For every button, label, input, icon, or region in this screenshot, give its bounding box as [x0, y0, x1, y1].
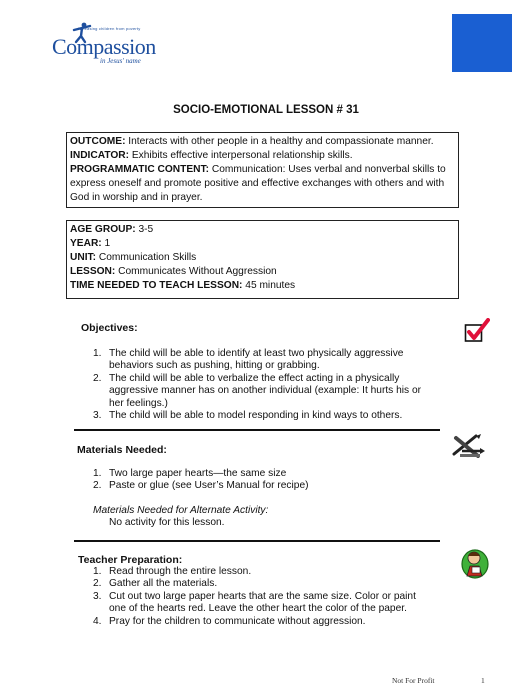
list-item: 1. The child will be able to identify at least two physically aggressive behaviors such as pushing, hitting or grabbing. — [93, 348, 404, 372]
logo-tagline: Releasing children from poverty — [78, 26, 141, 31]
list-item: 2. Gather all the materials. — [93, 578, 218, 590]
outcome-text: Interacts with other people in a healthy and compassionate manner. — [125, 136, 434, 147]
section-divider — [74, 429, 440, 431]
age-value: 3-5 — [135, 224, 154, 235]
lesson-value: Communicates Without Aggression — [115, 266, 277, 277]
objectives-heading: Objectives: — [81, 322, 138, 334]
list-item: 4. Pray for the children to communicate without aggression. — [93, 615, 366, 627]
list-item: 1. Two large paper hearts—the same size — [93, 468, 287, 479]
pencil-crayon-icon — [450, 432, 486, 458]
footer-note: Not For Profit — [392, 676, 435, 685]
materials-list — [93, 468, 413, 493]
objectives-list — [93, 348, 423, 422]
preparation-heading: Teacher Preparation: — [78, 554, 183, 566]
year-line — [70, 237, 454, 251]
lesson-line — [70, 265, 454, 279]
blue-square-graphic — [452, 14, 512, 72]
checkbox-check-icon — [464, 318, 490, 344]
list-item: 1. Read through the entire lesson. — [93, 566, 252, 577]
outcome-line — [70, 135, 454, 149]
time-value: 45 minutes — [242, 280, 296, 291]
indicator-label: INDICATOR: — [70, 150, 130, 161]
lesson-label: LESSON: — [70, 266, 116, 277]
content-text: Communication: Uses verbal and nonverbal skills to express oneself and promote positive and effective exchanges with others and with God in worship and in prayer. — [70, 164, 446, 203]
time-label: TIME NEEDED TO TEACH LESSON: — [70, 280, 243, 291]
time-line — [70, 279, 454, 293]
compassion-logo — [52, 22, 164, 66]
year-value: 1 — [101, 238, 111, 249]
unit-line — [70, 251, 454, 265]
list-item: 2. The child will be able to verbalize the effect acting in a physically aggressive manner has on another individual (example: It hurts his or her feelings.) — [93, 372, 422, 409]
preparation-list — [93, 566, 425, 628]
content-line — [70, 163, 454, 205]
list-item: 3. Cut out two large paper hearts that are the same size. Color or paint one of the hearts red. Leave the other heart the color of the paper. — [93, 590, 416, 615]
list-item: 3. The child will be able to model responding in kind ways to others. — [93, 410, 403, 422]
section-divider — [74, 540, 440, 542]
indicator-text: Exhibits effective interpersonal relationship skills. — [129, 150, 353, 161]
content-label: PROGRAMMATIC CONTENT: — [70, 164, 210, 175]
list-item: 2. Paste or glue (see User’s Manual for recipe) — [93, 480, 309, 492]
materials-heading: Materials Needed: — [77, 444, 167, 456]
page-number: 1 — [481, 676, 485, 685]
logo-wordmark: Compassion — [52, 34, 156, 59]
logo-subtitle: in Jesus' name — [100, 57, 141, 65]
outcome-box — [66, 132, 459, 208]
lesson-info-box — [66, 220, 459, 299]
outcome-label: OUTCOME: — [70, 136, 126, 147]
alternate-materials-label: Materials Needed for Alternate Activity: — [93, 505, 269, 516]
indicator-line — [70, 149, 454, 163]
page-title: SOCIO-EMOTIONAL LESSON # 31 — [173, 104, 359, 116]
age-label: AGE GROUP: — [70, 224, 136, 235]
unit-label: UNIT: — [70, 252, 97, 263]
teacher-icon — [460, 546, 490, 580]
alternate-materials-text: No activity for this lesson. — [109, 517, 225, 528]
year-label: YEAR: — [70, 238, 102, 249]
unit-value: Communication Skills — [96, 252, 197, 263]
age-line — [70, 223, 454, 237]
